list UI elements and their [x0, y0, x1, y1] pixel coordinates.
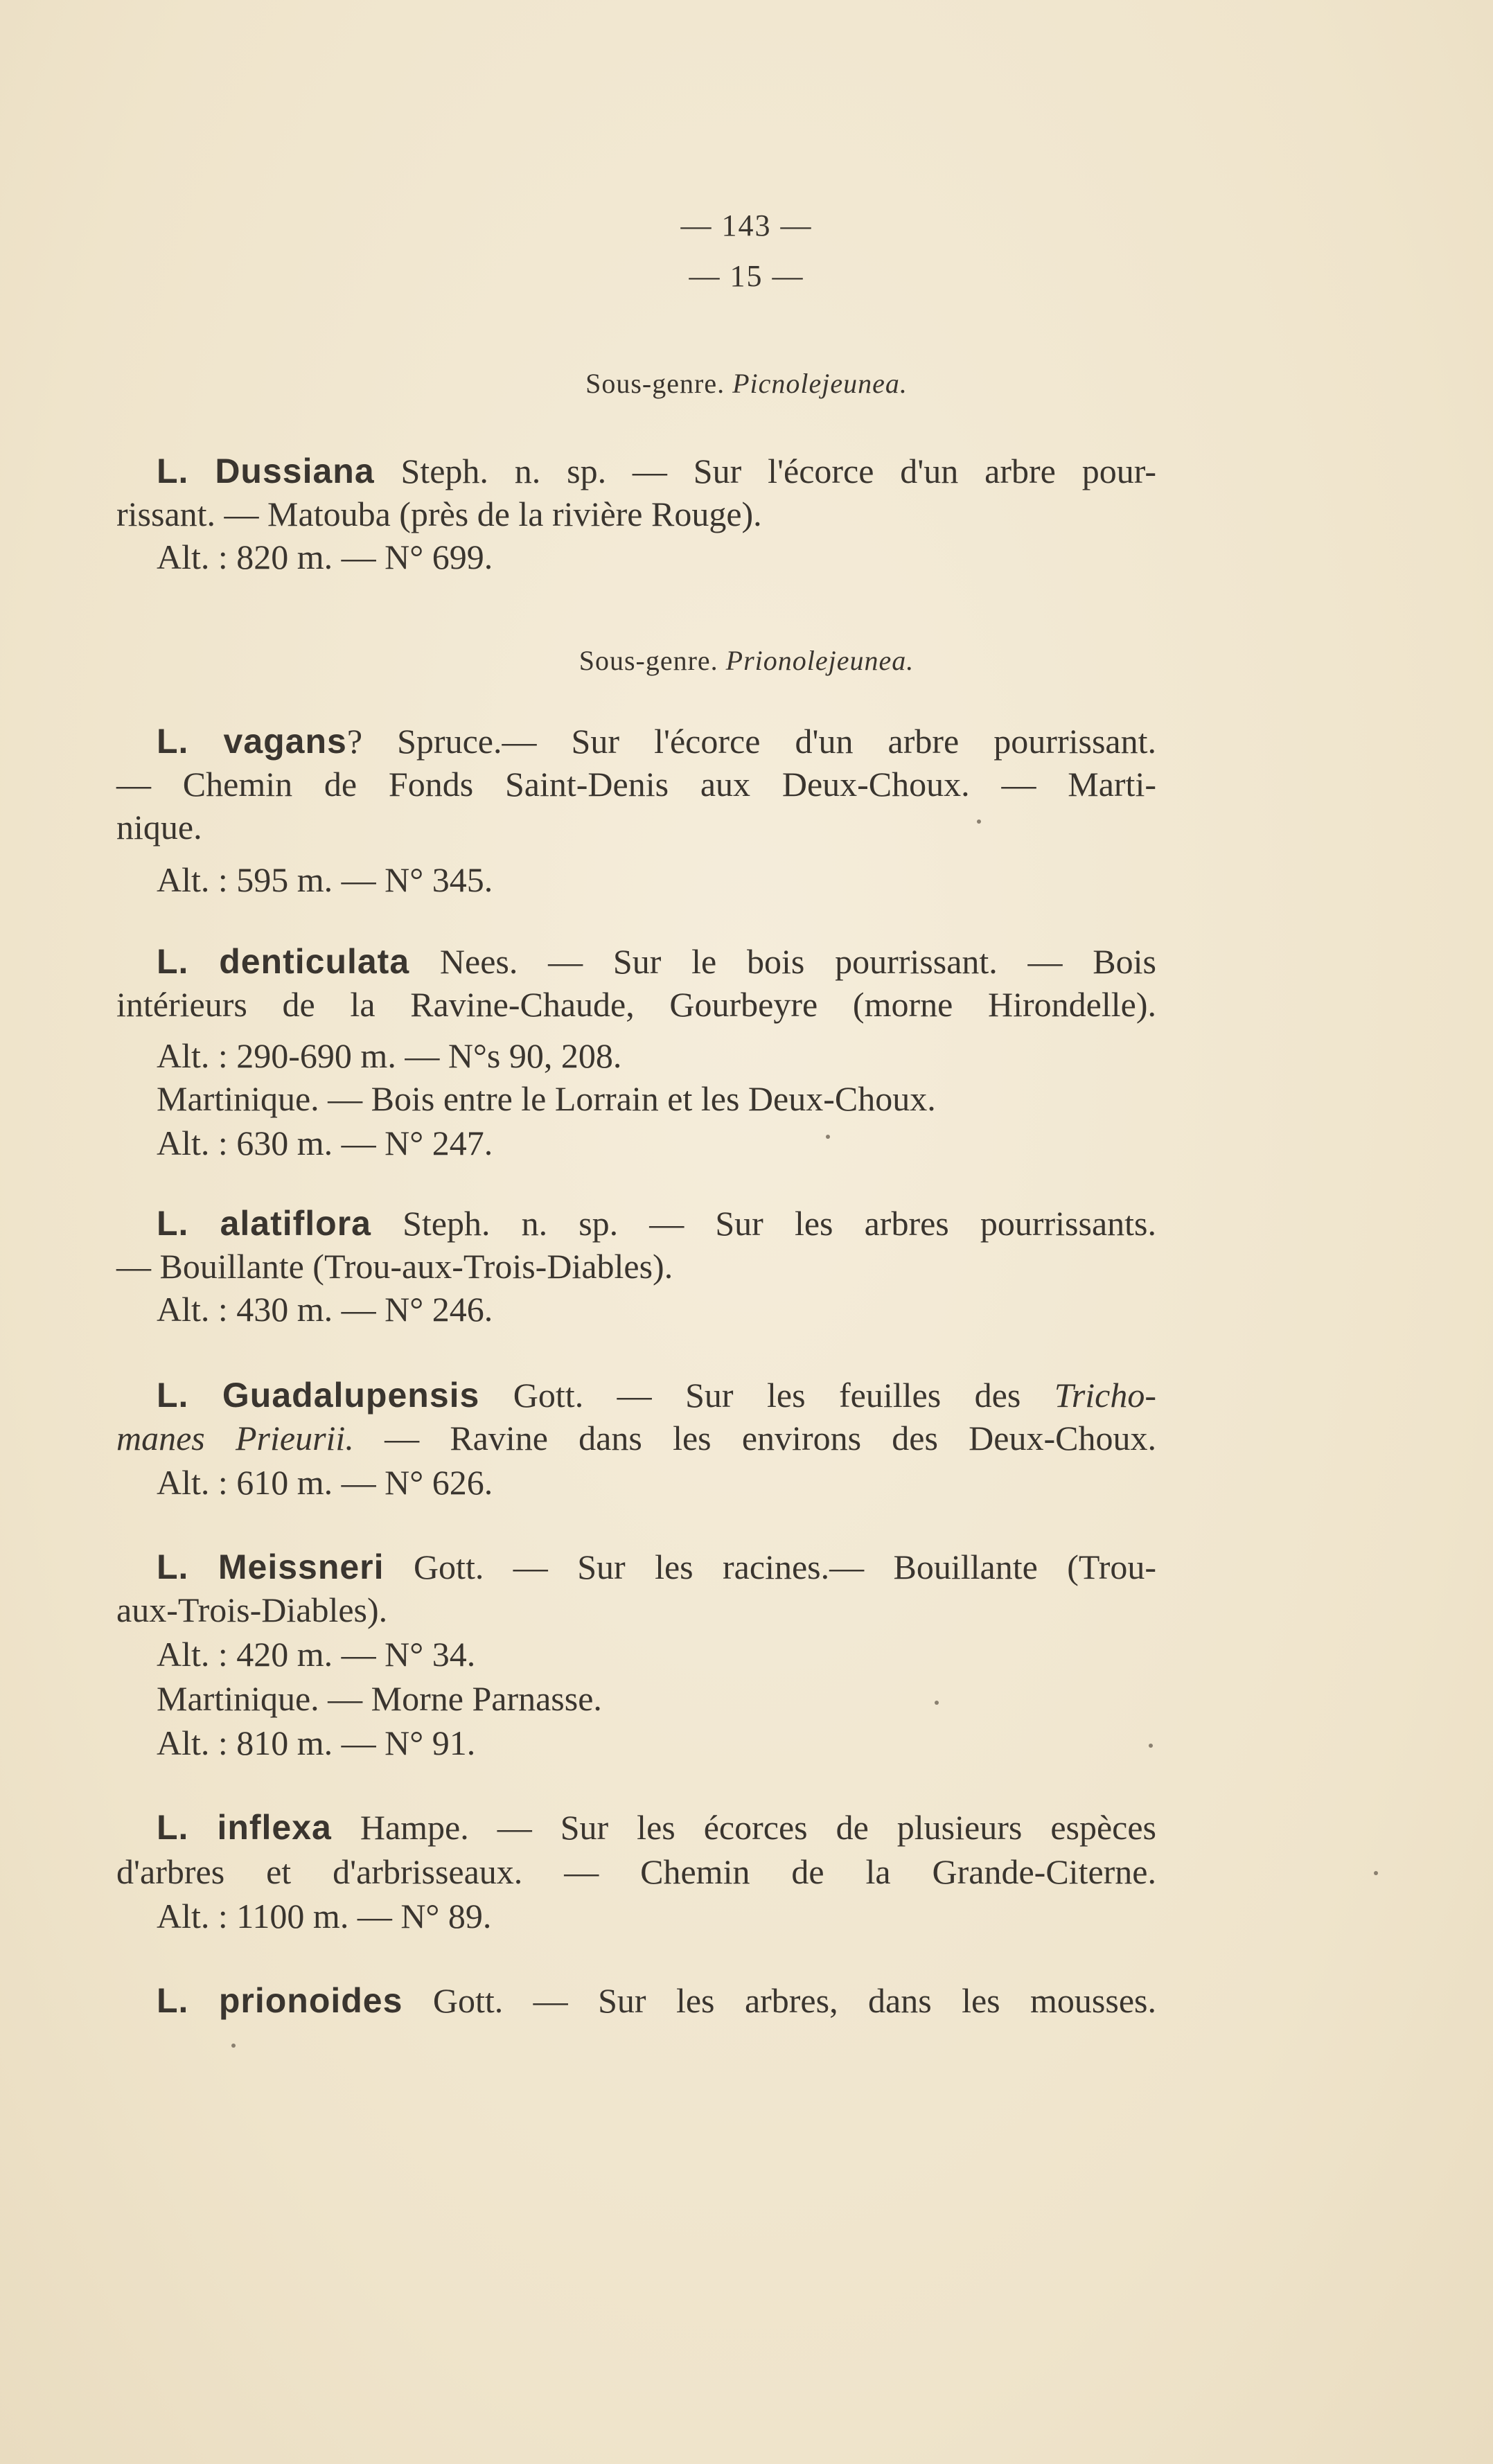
entry-line: Alt. : 810 m. — N° 91. — [157, 1723, 476, 1762]
entry-line: manes Prieurii. — Ravine dans les environs des Deux-Choux. — [116, 1419, 1156, 1457]
entry-line: Alt. : 820 m. — N° 699. — [157, 538, 493, 576]
paper-speck — [977, 819, 981, 824]
section-heading-picnolejeunea: Sous-genre. Picnolejeunea. — [585, 368, 908, 399]
entry-line: L. inflexa Hampe. — Sur les écorces de plusieurs espèces — [157, 1808, 1156, 1847]
paper-speck — [935, 1701, 939, 1705]
entry-line: d'arbres et d'arbrisseaux. — Chemin de la Grande-Citerne. — [116, 1852, 1156, 1891]
entry-line: Alt. : 630 m. — N° 247. — [157, 1124, 493, 1162]
entry-line: Alt. : 1100 m. — N° 89. — [157, 1897, 492, 1935]
paper-speck — [826, 1135, 830, 1139]
page-number-primary: — 143 — — [680, 209, 813, 242]
paper-speck — [1374, 1871, 1378, 1875]
paper-speck — [1149, 1744, 1153, 1748]
entry-line: L. denticulata Nees. — Sur le bois pourrissant. — Bois — [157, 942, 1157, 981]
entry-line: L. Guadalupensis Gott. — Sur les feuilles des Tricho- — [157, 1376, 1157, 1415]
entry-line: Alt. : 420 m. — N° 34. — [157, 1635, 476, 1674]
entry-line: L. prionoides Gott. — Sur les arbres, dans les mousses. — [157, 1981, 1156, 2020]
entry-line: Alt. : 595 m. — N° 345. — [157, 860, 493, 899]
entry-line: intérieurs de la Ravine-Chaude, Gourbeyre (morne Hirondelle). — [116, 985, 1156, 1024]
entry-line: Alt. : 610 m. — N° 626. — [157, 1463, 493, 1502]
section-heading-prionolejeunea: Sous-genre. Prionolejeunea. — [578, 645, 915, 676]
entry-line: L. alatiflora Steph. n. sp. — Sur les arbres pourrissants. — [157, 1204, 1157, 1243]
entry-line: Alt. : 430 m. — N° 246. — [157, 1290, 493, 1329]
entry-line: Martinique. — Bois entre le Lorrain et les Deux-Choux. — [157, 1079, 936, 1118]
paper-speck — [231, 2044, 236, 2048]
entry-line: nique. — [116, 808, 202, 847]
entry-line: L. Dussiana Steph. n. sp. — Sur l'écorce d'un arbre pour- — [157, 452, 1157, 490]
entry-line: Alt. : 290-690 m. — N°s 90, 208. — [157, 1036, 622, 1075]
entry-line: aux-Trois-Diables). — [116, 1590, 388, 1629]
entry-line: L. vagans? Spruce.— Sur l'écorce d'un arbre pourrissant. — [157, 722, 1156, 761]
entry-line: — Bouillante (Trou-aux-Trois-Diables). — [116, 1247, 673, 1286]
entry-line: — Chemin de Fonds Saint-Denis aux Deux-Choux. — Marti- — [116, 765, 1156, 804]
page-number-secondary: — 15 — — [689, 259, 804, 293]
entry-line: L. Meissneri Gott. — Sur les racines.— Bouillante (Trou- — [157, 1548, 1156, 1586]
entry-line: rissant. — Matouba (près de la rivière Rouge). — [116, 495, 762, 533]
entry-line: Martinique. — Morne Parnasse. — [157, 1679, 602, 1718]
